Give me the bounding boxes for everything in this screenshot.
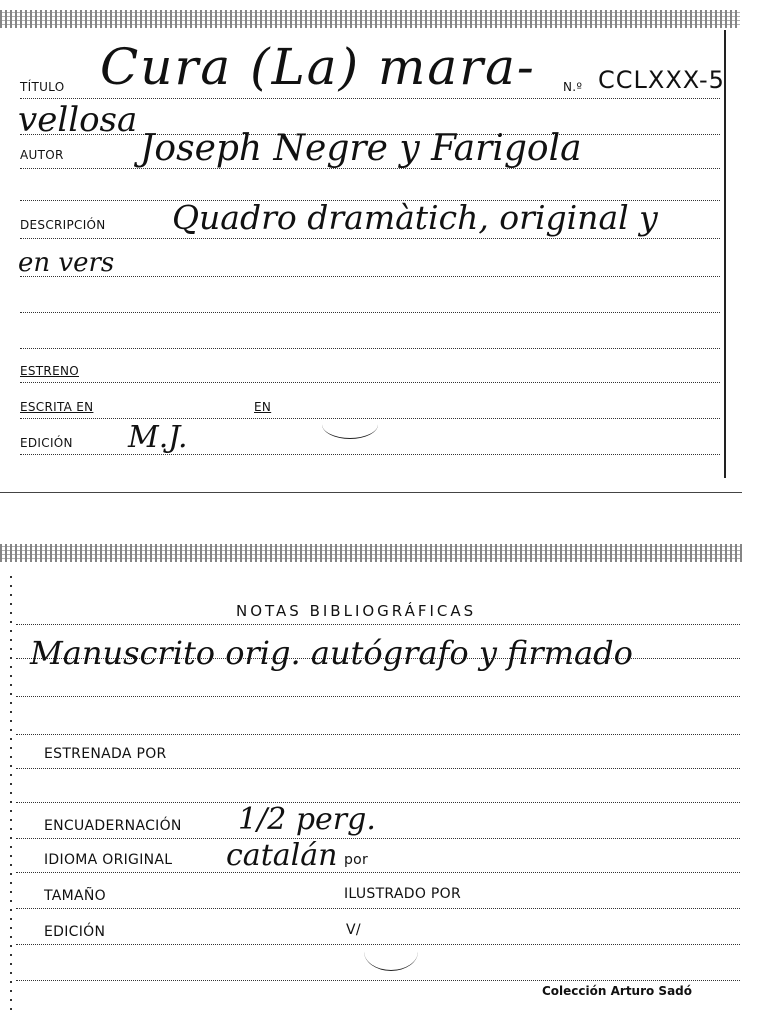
stamp-mark-front bbox=[322, 410, 378, 439]
estrenada-por-label: ESTRENADA POR bbox=[44, 746, 167, 762]
rule-titulo bbox=[20, 98, 720, 99]
escrita-en-label: ESCRITA EN bbox=[20, 400, 94, 414]
edicion-value-front: M.J. bbox=[128, 420, 188, 455]
torn-top-edge bbox=[0, 10, 740, 28]
rule-blank-6 bbox=[16, 802, 740, 803]
rule-estrenada bbox=[16, 768, 740, 769]
encuadernacion-value: 1/2 perg. bbox=[238, 802, 376, 837]
autor-label: AUTOR bbox=[20, 148, 64, 162]
en-label: EN bbox=[254, 400, 272, 414]
rule-tamano bbox=[16, 908, 740, 909]
idioma-value: catalán bbox=[226, 838, 338, 873]
rule-bottom bbox=[16, 980, 740, 981]
v-label: V/ bbox=[346, 922, 361, 938]
rule-encuadernacion bbox=[16, 838, 740, 839]
left-margin-dots bbox=[10, 570, 12, 1010]
encuadernacion-label: ENCUADERNACIÓN bbox=[44, 818, 182, 834]
numero-value: CCLXXX-5 bbox=[598, 66, 725, 94]
rule-blank-5 bbox=[16, 734, 740, 735]
titulo-label: TÍTULO bbox=[20, 80, 65, 94]
rule-idioma bbox=[16, 872, 740, 873]
numero-label: N.º bbox=[563, 80, 583, 94]
ilustrado-label: ILUSTRADO POR bbox=[344, 886, 461, 902]
edicion-label-back: EDICIÓN bbox=[44, 924, 106, 940]
estreno-label: ESTRENO bbox=[20, 364, 79, 378]
stamp-mark-back bbox=[364, 932, 418, 971]
idioma-label: IDIOMA ORIGINAL bbox=[44, 852, 173, 868]
titulo-value-line1: Cura (La) mara- bbox=[100, 38, 536, 96]
rule-blank-4 bbox=[16, 696, 740, 697]
rule-blank-2 bbox=[20, 312, 720, 313]
rule-heading bbox=[16, 624, 740, 625]
autor-value: Joseph Negre y Farigola bbox=[140, 128, 582, 169]
notas-value: Manuscrito orig. autógrafo y firmado bbox=[30, 634, 633, 672]
rule-edicion bbox=[20, 454, 720, 455]
rule-estreno bbox=[20, 382, 720, 383]
descripcion-value-line2: en vers bbox=[18, 248, 115, 278]
torn-top-edge-back bbox=[0, 544, 742, 562]
titulo-value-line2: vellosa bbox=[18, 100, 138, 140]
rule-descripcion bbox=[20, 238, 720, 239]
tamano-label: TAMAÑO bbox=[44, 888, 106, 904]
catalog-card-back bbox=[0, 540, 759, 1028]
notas-heading: NOTAS BIBLIOGRÁFICAS bbox=[236, 602, 477, 620]
por-label: por bbox=[344, 852, 369, 868]
collection-footer: Colección Arturo Sadó bbox=[542, 984, 693, 998]
catalog-card-front bbox=[0, 0, 759, 495]
descripcion-value-line1: Quadro dramàtich, original y bbox=[172, 198, 658, 237]
card-right-edge bbox=[724, 30, 726, 478]
rule-descripcion-2 bbox=[20, 276, 720, 277]
descripcion-label: DESCRIPCIÓN bbox=[20, 218, 106, 232]
edicion-label-front: EDICIÓN bbox=[20, 436, 73, 450]
rule-blank-3 bbox=[20, 348, 720, 349]
card-bottom-edge bbox=[0, 492, 742, 493]
